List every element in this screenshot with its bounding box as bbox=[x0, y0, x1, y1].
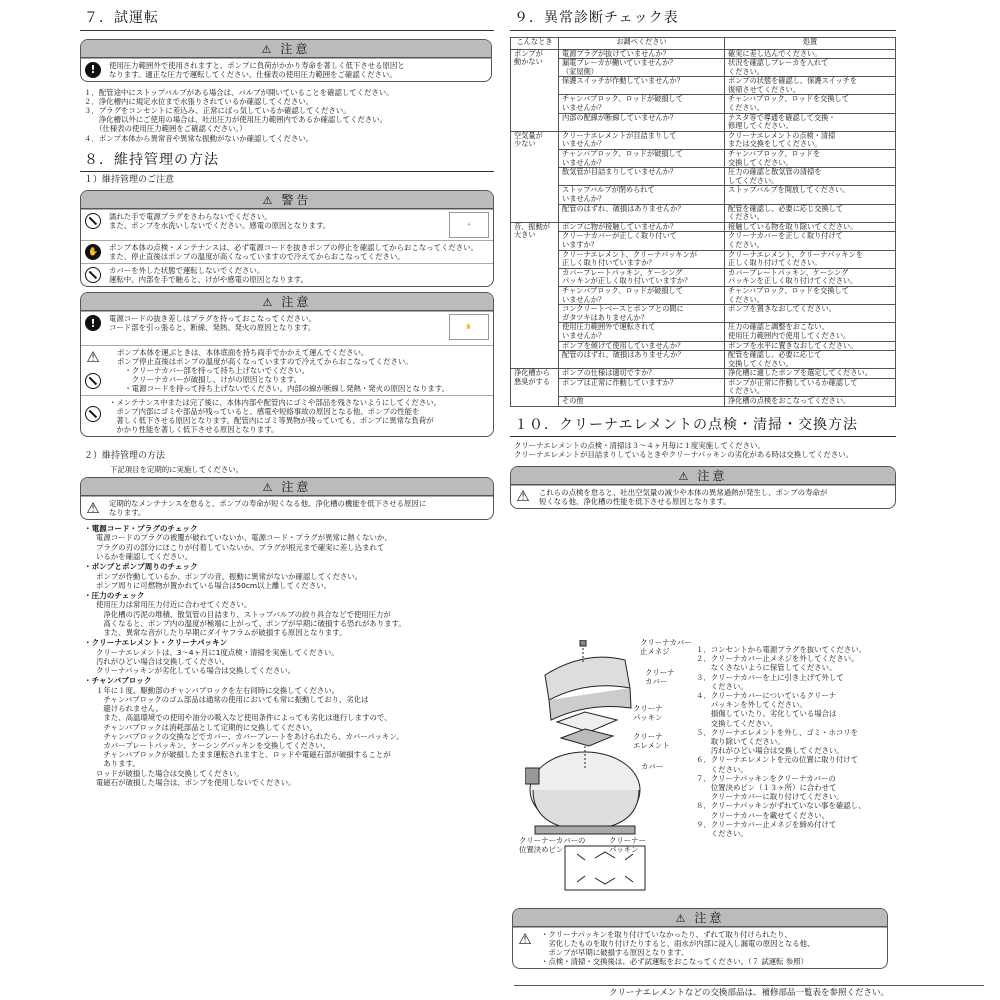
warning-triangle-icon: ⚠ bbox=[678, 469, 692, 483]
table-row bbox=[511, 168, 896, 186]
caution-box-periodic bbox=[80, 477, 494, 520]
remedy-cell: 浄化槽に適したポンプを選定してください。 bbox=[725, 369, 896, 379]
caution-title: 注意 bbox=[281, 295, 312, 310]
footer-note: クリーナエレメントなどの交換部品は、補修部品一覧表を参照ください。 bbox=[514, 985, 984, 999]
table-row bbox=[511, 323, 896, 341]
section-10-title: １０．クリーナエレメントの点検・清掃・交換方法 bbox=[510, 417, 896, 438]
symptom-cell: 浄化槽から 悪臭がする bbox=[511, 369, 559, 406]
section-8-title: ８．維持管理の方法 bbox=[80, 152, 494, 173]
check-cell: カバープレートパッキン、ケーシング パッキンが正しく取り付いていますか？ bbox=[559, 268, 725, 286]
warning-triangle-icon: ⚠ bbox=[675, 912, 689, 925]
table-row bbox=[511, 232, 896, 250]
table-header: 処置 bbox=[725, 37, 896, 49]
item-heading: ・電源コード・プラグのチェック bbox=[84, 523, 198, 533]
check-cell: 電源プラグが抜けていませんか？ bbox=[559, 49, 725, 59]
check-cell: ポンプの仕様は適切ですか？ bbox=[559, 369, 725, 379]
remedy-cell: 浄化槽の点検をおこなってください。 bbox=[725, 397, 896, 407]
caution-title: 注意 bbox=[697, 468, 728, 483]
unplug-illustration: ✋ bbox=[449, 314, 489, 340]
caution-triangle-icon: ⚠ bbox=[86, 348, 100, 367]
table-header: お調べください bbox=[559, 37, 725, 49]
remedy-cell: 配管を確認し、必要に応じ交換して ください。 bbox=[725, 204, 896, 222]
remedy-cell: クリーナエレメント、クリーナパッキンを 正しく取り付けてください。 bbox=[725, 250, 896, 268]
caution-text: 使用圧力範囲外で使用されますと、ポンプに負荷がかかり寿命を著しく低下させる原因と なります。適正な圧力で運転してください。仕様表の使用圧力範囲をご確認ください。 bbox=[109, 60, 405, 79]
label-cover-screw: クリーナカバー 止メネジ bbox=[640, 638, 692, 657]
warning-triangle-icon: ⚠ bbox=[261, 42, 275, 56]
subsection-2: ２）維持管理の方法 bbox=[84, 451, 166, 462]
caution-1: 電源コードの抜き差しはプラグを持っておこなってください。 コード部を引っ張ると、断線、発熱、発火の原因となります。 bbox=[109, 314, 316, 333]
remedy-cell: チャンバブロック、ロッドを交換して ください。 bbox=[725, 95, 896, 113]
item-body: ポンプが作動しているか、ポンプの音、振動に異常がないか確認してください。 ポンプ周りに可燃物が置かれている場合は50cm以上離してください。 bbox=[96, 571, 363, 590]
item-body: 使用圧力は常用圧力付近に合わせてください。 浄化槽の汚泥の堆積、散気管の目詰まり、ストップバルブの絞り具合などで使用圧力が 高くなると、ポンプ内の温度が極端に上がって、ポンプが早期に破損する恐れがあります。 また、異常な音がしたり早期にダイヤフラムが破損する原因となります。 bbox=[96, 600, 406, 637]
symptom-cell: ポンプが 動かない bbox=[511, 49, 559, 131]
check-cell: ポンプを傾けて使用していませんか？ bbox=[559, 341, 725, 351]
table-row bbox=[511, 268, 896, 286]
check-cell: 漏電ブレーカが働いていませんか？ （家屋側） bbox=[559, 59, 725, 77]
warning-box bbox=[80, 190, 494, 287]
check-cell: チャンバブロック、ロッドが破損して いませんか？ bbox=[559, 150, 725, 168]
table-row bbox=[511, 77, 896, 95]
table-row bbox=[511, 378, 896, 396]
check-cell: クリーナエレメント、クリーナパッキンが 正しく取り付いていますか？ bbox=[559, 250, 725, 268]
caution-title: 注意 bbox=[694, 911, 725, 925]
remedy-cell: ポンプを水平に置きなおしてください。 bbox=[725, 341, 896, 351]
caution-triangle-icon: ⚠ bbox=[518, 929, 532, 948]
remedy-cell: クリーナカバーを正しく取り付けて ください。 bbox=[725, 232, 896, 250]
check-cell: その他 bbox=[559, 397, 725, 407]
check-cell: ポンプは正常に作動していますか？ bbox=[559, 378, 725, 396]
label-cleaner-packing: クリーナ パッキン bbox=[633, 704, 663, 723]
item-heading: ・クリーナエレメント・クリーナパッキン bbox=[84, 638, 228, 648]
check-cell: 配管のはずれ、破損はありませんか？ bbox=[559, 204, 725, 222]
remedy-cell: ポンプが正常に作動しているか確認して ください。 bbox=[725, 378, 896, 396]
wet-hand-plug-illustration: ⚡ bbox=[449, 212, 489, 238]
table-row bbox=[511, 95, 896, 113]
warning-triangle-icon: ⚠ bbox=[262, 296, 276, 310]
caution-box-packing bbox=[512, 908, 888, 969]
label-cover: カバー bbox=[641, 762, 664, 771]
warning-2: ポンプ本体の点検・メンテナンスは、必ず電源コードを抜きポンプの停止を確認してからおこなってください。 また、停止直後はポンプの温度が高くなっていますので冷えてからおこなってください。 bbox=[109, 243, 478, 262]
caution-triangle-icon: ⚠ bbox=[86, 498, 100, 517]
item-body: クリーナエレメントは、3～4ヶ月に1度点検・清掃を実施してください。 汚れがひどい場合は交換してください。 クリーナパッキンが劣化している場合は交換してください。 bbox=[96, 647, 339, 676]
table-row bbox=[511, 131, 896, 149]
mandatory-icon: ! bbox=[85, 315, 101, 331]
remedy-cell: 配管を確認し、必要に応じて 交換してください。 bbox=[725, 351, 896, 369]
caution-triangle-icon: ⚠ bbox=[516, 487, 530, 506]
cleaner-caution-2: ・クリーナパッキンを取り付けていなかったり、ずれて取り付けられたり、 劣化したものを取り付けたりすると、雨水が内部に浸入し漏電の原因となる他、 ポンプが早期に破損する原因となります。 ・点検・清掃・交換後は、必ず試運転をおこなってください。（７ 試運転 参照） bbox=[541, 930, 815, 966]
table-row bbox=[511, 369, 896, 379]
check-cell: 保護スイッチが作動していませんか？ bbox=[559, 77, 725, 95]
remedy-cell: 圧力の確認と調整をおこない、 使用圧力範囲内で使用してください。 bbox=[725, 323, 896, 341]
remedy-cell: チャンバブロック、ロッドを交換して ください。 bbox=[725, 286, 896, 304]
warning-1: 濡れた手で電源プラグをさわらないでください。 また、ポンプを水洗いしないでください。感電の原因となります。 bbox=[109, 212, 331, 231]
cleaner-caution-1: これらの点検を怠ると、吐出空気量の減少や本体の異常過熱が発生し、ポンプの寿命が 短くなる他、浄化槽の性能を低下させる原因となります。 bbox=[539, 487, 828, 506]
check-cell: 配管のはずれ、破損はありませんか？ bbox=[559, 351, 725, 369]
label-cleaner-element: クリーナ エレメント bbox=[633, 732, 670, 751]
caution-2: ポンプ本体を運ぶときは、本体底面を持ち両手でかかえて運んでください。 ポンプ停止直後はポンプの温度が高くなっていますので冷えてからおこなってください。 ・クリーナカバー部を持って持ち上げないでください。 クリーナカバーが破損し、けがの原因となります。 ・電源コードを持って持ち上げないでください。内部の線が断線し発熱・発火の原因となります。 bbox=[117, 348, 449, 394]
table-row bbox=[511, 397, 896, 407]
table-row bbox=[511, 186, 896, 204]
prohibited-icon bbox=[85, 267, 101, 283]
check-cell: 内部の配線が断線していませんか？ bbox=[559, 113, 725, 131]
table-row bbox=[511, 59, 896, 77]
remedy-cell: クリーナエレメントの点検・清掃 または交換をしてください。 bbox=[725, 131, 896, 149]
diagnosis-table bbox=[510, 37, 896, 407]
check-cell: チャンバブロック、ロッドが破損して いませんか？ bbox=[559, 95, 725, 113]
label-cleaner-cover: クリーナ カバー bbox=[645, 668, 675, 687]
item-body: 電源コードのプラグの被覆が破れていないか、電源コード・プラグが異常に熱くないか、 プラグの刃の部分にほこりが付着していないか、プラグが根元まで確実に差し込まれて いるかを確認してください。 bbox=[96, 533, 392, 561]
item-heading: ・ポンプとポンプ周りのチェック bbox=[84, 562, 198, 572]
subsection-1: １）維持管理のご注意 bbox=[84, 175, 175, 186]
maintenance-items bbox=[84, 524, 494, 787]
check-cell: ストップバルブが閉められて いませんか？ bbox=[559, 186, 725, 204]
caution-3: ・メンテナンス中または完了後に、本体内部や配管内にゴミや部品を残さないようにしてください。 ポンプ内部にゴミや部品が残っていると、感電や短絡事故の原因となる他、ポンプの性能を 著しく低下させる原因となります。配管内にゴミ等異物が残っていても、ポンプに異常な負荷が かかり性能を著しく低下させる原因となります。 bbox=[109, 398, 441, 435]
cleaner-exploded-diagram bbox=[519, 638, 695, 895]
prohibited-icon bbox=[85, 213, 101, 229]
label-cleaner-packing-2: クリーナー パッキン bbox=[609, 836, 646, 855]
symptom-cell: 空気量が 少ない bbox=[511, 131, 559, 222]
item-heading: ・チャンバブロック bbox=[84, 676, 152, 686]
subsection-2-note: 下記項目を定期的に実施してください。 bbox=[110, 464, 244, 474]
unplug-icon: ✋ bbox=[85, 244, 101, 260]
table-row bbox=[511, 305, 896, 323]
remedy-cell: カバープレートパッキン、ケーシング パッキンを正しく取り付けてください。 bbox=[725, 268, 896, 286]
prohibited-icon bbox=[85, 373, 101, 389]
section-7-title: ７．試運転 bbox=[80, 10, 494, 31]
table-row bbox=[511, 351, 896, 369]
table-header: こんなとき bbox=[511, 37, 559, 49]
check-cell: 散気管が目詰まりしていませんか？ bbox=[559, 168, 725, 186]
warning-triangle-icon: ⚠ bbox=[262, 194, 276, 208]
caution-box-trial bbox=[80, 39, 492, 82]
remedy-cell: ポンプの状態を確認し、保護スイッチを 復帰させてください。 bbox=[725, 77, 896, 95]
remedy-cell: 状況を確認しブレーカを入れて ください。 bbox=[725, 59, 896, 77]
cleaner-steps: １．コンセントから電源プラグを抜いてください。 ２．クリーナカバー止メネジを外してください。 なくさないように保管してください。 ３．クリーナカバーを上に引き上げて外して ください。 ４．クリーナカバーについているクリーナ パッキンを外してください。 損傷していたり、劣化している場合は 交換してください。 ５．クリーナエレメントを外し、ゴミ・ホコリを 取り除いてください。 汚れがひどい場合は交換してください。 ６．クリーナエレメントを元の位置に取り付けて ください。 ７．クリーナパッキンをクリーナカバーの 位置決めピン（１３ヶ所）に合わせて クリーナカバーに取り付けてください。 ８．クリーナパッキンがずれていない事を確認し、 クリーナカバーを載せてください。 ９．クリーナカバー止メネジを締め付けて ください。 bbox=[696, 645, 866, 839]
symptom-cell: 音、振動が 大きい bbox=[511, 222, 559, 369]
caution-title: 注意 bbox=[280, 41, 311, 56]
remedy-cell: 圧力の確認と散気管の清掃を してください。 bbox=[725, 168, 896, 186]
remedy-cell: ポンプを置きなおしてください。 bbox=[725, 305, 896, 323]
label-position-pin: クリーナーカバーの 位置決めピン bbox=[519, 836, 586, 855]
remedy-cell: テスタ等で導通を確認して交換・ 修理してください。 bbox=[725, 113, 896, 131]
check-cell: ポンプに物が接触していませんか？ bbox=[559, 222, 725, 232]
table-row bbox=[511, 113, 896, 131]
section-10-intro: クリーナエレメントの点検・清掃は３～４ヶ月毎に１度実施してください。 クリーナエレメントが目詰まりしているときやクリーナパッキンの劣化がある時は交換してください。 bbox=[514, 441, 853, 460]
caution-4: 定期的なメンテナンスを怠ると、ポンプの寿命が短くなる他、浄化槽の機能を低下させる原因に なります。 bbox=[109, 498, 427, 517]
trial-steps: １．配管途中にストップバルブがある場合は、バルブが開いていることを確認してください。 ２．浄化槽内に規定水位まで水張りされているか確認してください。 ３．プラグをコンセントに差込み、正常にばっ気しているか確認してください。 浄化槽以外にご使用の場合は、吐出圧力が使用圧力範囲内であるか確認してください。 （仕様表の使用圧力範囲をご確認ください。） ４．ポンプ本体から異常音や異常な振動がないか確認してください。 bbox=[84, 87, 394, 143]
remedy-cell: 確実に差し込んでください。 bbox=[725, 49, 896, 59]
check-cell: チャンバブロック、ロッドが破損して いませんか？ bbox=[559, 286, 725, 304]
check-cell: クリーナエレメントが目詰まりして いませんか？ bbox=[559, 131, 725, 149]
check-cell: クリーナカバーが正しく取り付いて いますか？ bbox=[559, 232, 725, 250]
remedy-cell: 接触している物を取り除いてください。 bbox=[725, 222, 896, 232]
warning-title: 警告 bbox=[281, 193, 312, 208]
caution-box-cleaner bbox=[510, 466, 896, 509]
check-cell: 使用圧力範囲外で運転されて いませんか？ bbox=[559, 323, 725, 341]
section-9-title: ９．異常診断チェック表 bbox=[510, 10, 896, 31]
prohibited-icon bbox=[85, 406, 101, 422]
check-cell: コンクリートベースとポンプとの間に ガタツキはありませんか？ bbox=[559, 305, 725, 323]
warning-triangle-icon: ⚠ bbox=[262, 480, 276, 494]
remedy-cell: チャンバブロック、ロッドを 交換してください。 bbox=[725, 150, 896, 168]
table-row bbox=[511, 150, 896, 168]
item-body: １年に１度、駆動部のチャンバブロックを左右同時に交換してください。 チャンバブロックのゴム部品は通常の使用においても常に振動しており、劣化は 避けられません。 また、高温環境での使用や油分の吸入など使用条件によっても劣化は進行しますので、 チャンバブロックは消耗部品として定期的に交換してください。 チャンバブロックの交換などでカバー、カバープレートをあけられたら、カバーパッキン、 カバープレートパッキン、ケーシングパッキンを交換してください。 チャンバブロックが破損したまま運転されますと、ロッドや電磁石部が破損することが あります。 ロッドが破損した場合は交換してください。 電磁石が破損した場合は、ポンプを使用しないでください。 bbox=[96, 685, 404, 787]
table-row bbox=[511, 286, 896, 304]
table-row bbox=[511, 250, 896, 268]
caution-box-maintenance bbox=[80, 292, 494, 437]
item-heading: ・圧力のチェック bbox=[84, 590, 145, 600]
warning-3: カバーを外した状態で運転しないでください。 運転中、内部を手で触ると、けがや感電の原因となります。 bbox=[109, 266, 308, 285]
caution-title: 注意 bbox=[281, 479, 312, 494]
mandatory-icon: ! bbox=[85, 62, 101, 78]
table-row bbox=[511, 204, 896, 222]
remedy-cell: ストップバルブを開放してください。 bbox=[725, 186, 896, 204]
